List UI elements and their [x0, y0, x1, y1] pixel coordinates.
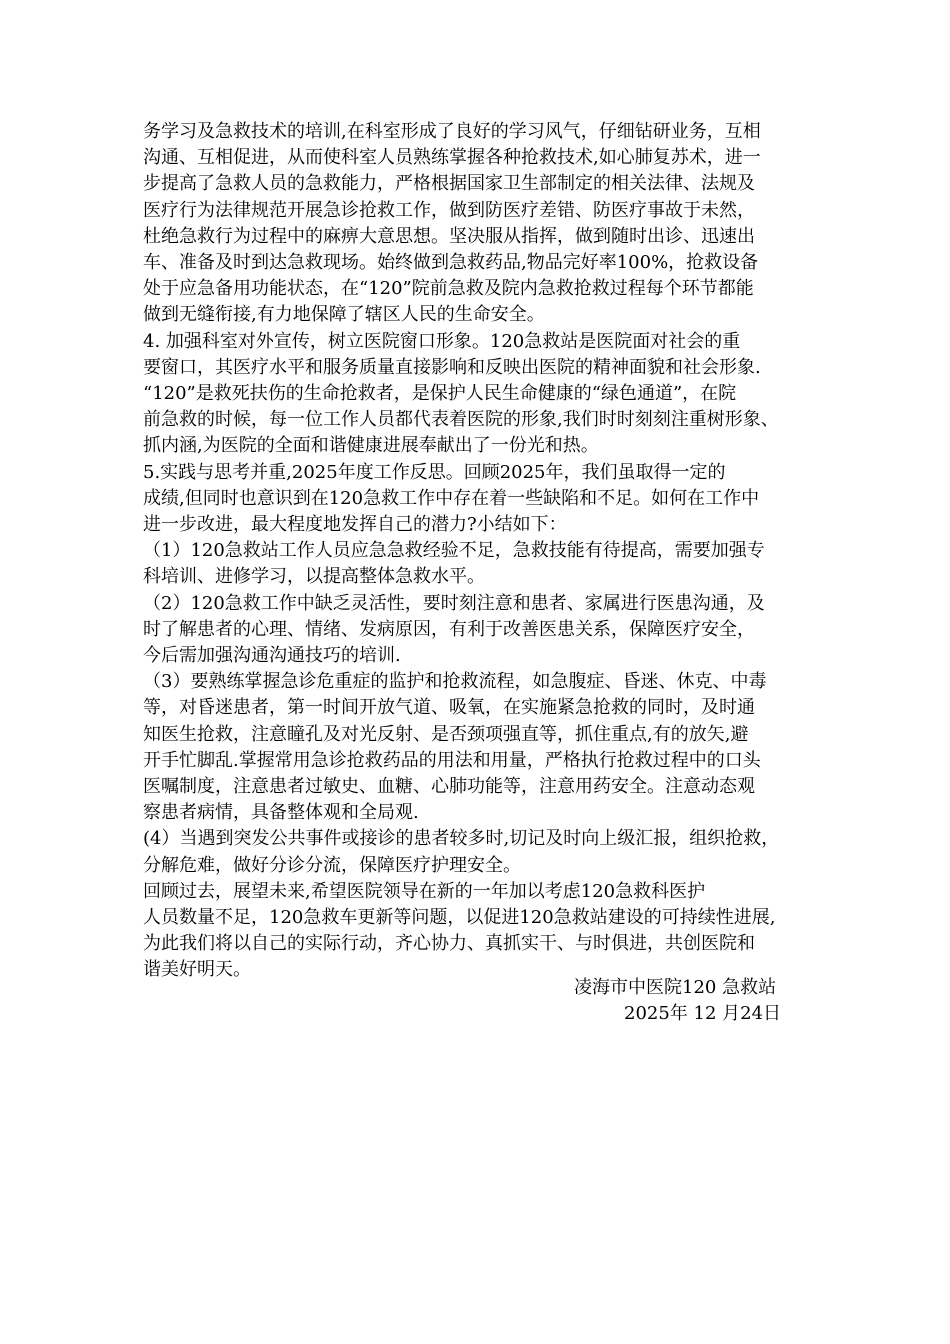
- text-line: 5.实践与思考并重,2025年度工作反思。回顾2025年，我们虽取得一定的: [143, 461, 726, 483]
- text-line: 杜绝急救行为过程中的麻痹大意思想。坚决服从指挥，做到随时出诊、迅速出: [143, 225, 755, 247]
- text-line: 科培训、进修学习，以提高整体急救水平。: [143, 566, 485, 588]
- text-line: 开手忙脚乱.掌握常用急诊抢救药品的用法和用量，严格执行抢救过程中的口头: [143, 749, 761, 771]
- text-line: （3）要熟练掌握急诊危重症的监护和抢救流程，如急腹症、昏迷、休克、中毒: [143, 671, 767, 693]
- text-line: 抓内涵,为医院的全面和谐健康进展奉献出了一份光和热。: [143, 435, 599, 457]
- text-line: 知医生抢救，注意瞳孔及对光反射、是否颈项强直等，抓住重点,有的放矢,避: [143, 723, 749, 745]
- text-line: (4）当遇到突发公共事件或接诊的患者较多时,切记及时向上级汇报，组织抢救，: [143, 828, 780, 850]
- text-line: 沟通、互相促进，从而使科室人员熟练掌握各种抢救技术,如心肺复苏术，进一: [143, 147, 761, 169]
- signature-organization: 凌海市中医院120 急救站: [574, 977, 777, 998]
- text-line: 谐美好明天。: [143, 959, 251, 981]
- text-line: 医嘱制度，注意患者过敏史、血糖、心肺功能等，注意用药安全。注意动态观: [143, 776, 755, 797]
- text-line: 为此我们将以自己的实际行动，齐心协力、真抓实干、与时俱进，共创医院和: [143, 933, 755, 955]
- text-line: （1）120急救站工作人员应急急救经验不足，急救技能有待提高，需要加强专: [143, 540, 765, 562]
- text-line: 前急救的时候，每一位工作人员都代表着医院的形象,我们时时刻刻注重树形象、: [143, 409, 779, 431]
- text-line: 今后需加强沟通沟通技巧的培训.: [143, 645, 401, 666]
- text-line: 车、准备及时到达急救现场。始终做到急救药品,物品完好率100%，抢救设备: [143, 252, 759, 273]
- text-line: 务学习及急救技术的培训,在科室形成了良好的学习风气，仔细钻研业务，互相: [143, 121, 761, 142]
- text-line: 进一步改进，最大程度地发挥自己的潜力?小结如下：: [143, 514, 567, 535]
- text-line: 人员数量不足，120急救车更新等问题，以促进120急救站建设的可持续性进展,: [143, 907, 776, 928]
- text-line: 做到无缝衔接,有力地保障了辖区人民的生命安全。: [143, 304, 545, 326]
- text-line: 回顾过去，展望未来,希望医院领导在新的一年加以考虑120急救科医护: [143, 880, 706, 902]
- text-line: 成绩,但同时也意识到在120急救工作中存在着一些缺陷和不足。如何在工作中: [143, 487, 760, 509]
- text-line: 时了解患者的心理、情绪、发病原因，有利于改善医患关系，保障医疗安全，: [143, 618, 755, 640]
- text-line: 分解危难，做好分诊分流，保障医疗护理安全。: [143, 854, 521, 876]
- signature-date: 2025年 12 月24日: [624, 1003, 782, 1024]
- text-line: 医疗行为法律规范开展急诊抢救工作，做到防医疗差错、防医疗事故于未然，: [143, 199, 755, 221]
- text-line: 要窗口，其医疗水平和服务质量直接影响和反映出医院的精神面貌和社会形象.: [143, 356, 761, 378]
- text-line: 4. 加强科室对外宣传，树立医院窗口形象。120急救站是医院面对社会的重: [143, 330, 741, 352]
- text-line: 察患者病情，具备整体观和全局观.: [143, 802, 419, 824]
- text-line: （2）120急救工作中缺乏灵活性，要时刻注意和患者、家属进行医患沟通，及: [143, 592, 765, 614]
- text-line: 步提高了急救人员的急救能力，严格根据国家卫生部制定的相关法律、法规及: [143, 173, 755, 195]
- text-line: 处于应急备用功能状态，在“120”院前急救及院内急救抢救过程每个环节都能: [143, 278, 754, 300]
- text-line: “120”是救死扶伤的生命抢救者，是保护人民生命健康的“绿色通道”，在院: [143, 383, 737, 404]
- text-line: 等，对昏迷患者，第一时间开放气道、吸氧，在实施紧急抢救的同时，及时通: [143, 697, 755, 719]
